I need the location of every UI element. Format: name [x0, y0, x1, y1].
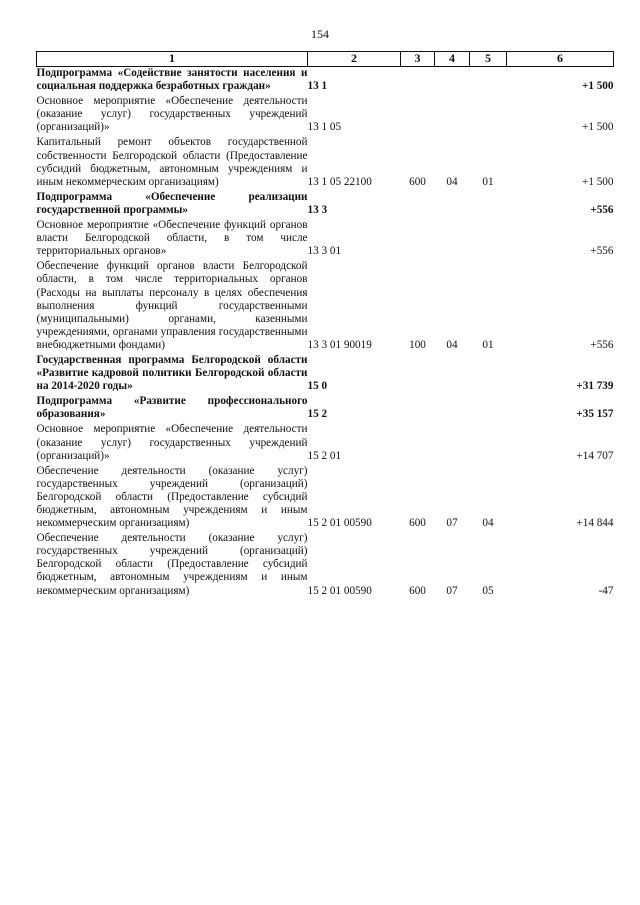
- row-subsection: 01: [482, 175, 494, 188]
- table-row: [37, 67, 614, 94]
- row-code: 13 1 05: [307, 121, 342, 134]
- table-row: [37, 465, 614, 530]
- row-amount: +1 500: [582, 121, 614, 134]
- row-subsection: [470, 67, 507, 94]
- row-expense-type: [401, 219, 435, 258]
- row-expense-type: 600: [409, 517, 426, 530]
- row-section: 04: [446, 175, 458, 188]
- row-expense-type: [401, 395, 435, 421]
- page-number: 154: [311, 27, 329, 41]
- row-section: [435, 219, 470, 258]
- row-amount: +556: [590, 245, 614, 258]
- row-amount: +31 739: [576, 380, 614, 393]
- table-row: [37, 532, 614, 597]
- row-code: 13 1: [307, 80, 328, 93]
- row-amount: +556: [590, 203, 614, 216]
- row-subsection: 04: [482, 517, 494, 530]
- row-amount: +556: [590, 338, 614, 351]
- table-row: [37, 136, 614, 188]
- table-row: [37, 219, 614, 258]
- table-row: [37, 354, 614, 393]
- row-name: Подпрограмма «Обеспечение реализации государственной программы»: [36, 190, 308, 216]
- row-code: 15 2: [307, 408, 328, 421]
- row-section: [435, 191, 470, 217]
- row-name: Основное мероприятие «Обеспечение деятельности (оказание услуг) государственных учреждений (организаций)»: [36, 423, 308, 462]
- row-subsection: [470, 95, 507, 134]
- table-row: [37, 395, 614, 421]
- row-expense-type: [401, 67, 435, 94]
- row-section: 04: [446, 338, 458, 351]
- row-amount: +14 707: [576, 449, 614, 462]
- table-row: [37, 191, 614, 217]
- row-expense-type: [401, 423, 435, 462]
- row-section: [435, 423, 470, 462]
- row-name: Основное мероприятие «Обеспечение деятельности (оказание услуг) государственных учреждений (организаций)»: [36, 95, 308, 134]
- row-name: Обеспечение функций органов власти Белгородской области, в том числе территориальных органов (Расходы на выплаты персоналу в целях обеспечения выполнения функций государственными (муниципальными) органами, казенными учреждениями, органами управления государственными внебюджетными фондами): [36, 260, 308, 351]
- row-expense-type: 600: [409, 175, 426, 188]
- row-section: [435, 354, 470, 393]
- row-amount: +1 500: [581, 80, 614, 93]
- table-row: [37, 95, 614, 134]
- row-code: 15 2 01 00590: [307, 517, 372, 530]
- row-amount: +35 157: [576, 408, 614, 421]
- row-code: 13 3 01 90019: [307, 338, 372, 351]
- row-expense-type: 600: [409, 584, 426, 597]
- row-name: Обеспечение деятельности (оказание услуг) государственных учреждений (организаций) Белгородской области (Предоставление субсидий бюджетным, автономным учреждениям и иным некоммерческим организациям): [36, 464, 308, 530]
- row-code: 13 3: [307, 203, 328, 216]
- row-section: [435, 395, 470, 421]
- row-subsection: [470, 354, 507, 393]
- row-expense-type: [401, 191, 435, 217]
- table-row: [37, 260, 614, 352]
- row-section: 07: [446, 584, 458, 597]
- row-expense-type: [401, 95, 435, 134]
- row-spacer: [37, 598, 614, 600]
- row-subsection: [470, 395, 507, 421]
- table-row: [37, 423, 614, 462]
- row-subsection: [470, 219, 507, 258]
- row-expense-type: [401, 354, 435, 393]
- header-col-2: 2: [308, 52, 401, 67]
- row-code: 15 2 01 00590: [307, 584, 372, 597]
- header-col-6: 6: [507, 52, 614, 67]
- row-code: 15 2 01: [307, 449, 342, 462]
- row-expense-type: 100: [409, 338, 426, 351]
- header-col-1: 1: [37, 52, 308, 67]
- row-section: [435, 67, 470, 94]
- row-amount: +14 844: [576, 517, 614, 530]
- row-name: Подпрограмма «Развитие профессионального образования»: [36, 395, 308, 421]
- row-amount: +1 500: [582, 175, 614, 188]
- row-name: Обеспечение деятельности (оказание услуг) государственных учреждений (организаций) Белгородской области (Предоставление субсидий бюджетным, автономным учреждениям и иным некоммерческим организациям): [36, 532, 308, 597]
- row-name: Подпрограмма «Содействие занятости населения и социальная поддержка безработных граждан»: [36, 67, 308, 93]
- table-header-row: [37, 52, 614, 67]
- row-code: 15 0: [307, 380, 328, 393]
- row-subsection: 05: [482, 584, 494, 597]
- header-col-5: 5: [470, 52, 507, 67]
- budget-table: [36, 51, 614, 600]
- row-name: Государственная программа Белгородской области «Развитие кадровой политики Белгородской области на 2014-2020 годы»: [36, 353, 308, 393]
- row-name: Основное мероприятие «Обеспечение функций органов власти Белгородской области, в том числе территориальных органов»: [36, 219, 308, 258]
- row-amount: -47: [598, 584, 614, 597]
- header-col-3: 3: [401, 52, 435, 67]
- row-subsection: 01: [482, 338, 494, 351]
- row-subsection: [470, 191, 507, 217]
- row-subsection: [470, 423, 507, 462]
- row-code: 13 1 05 22100: [307, 175, 372, 188]
- row-section: 07: [446, 517, 458, 530]
- row-name: Капитальный ремонт объектов государственной собственности Белгородской области (Предоставление субсидий бюджетным, автономным учреждениям и иным некоммерческим организациям): [36, 136, 308, 188]
- row-section: [435, 95, 470, 134]
- header-col-4: 4: [435, 52, 470, 67]
- row-code: 13 3 01: [307, 245, 342, 258]
